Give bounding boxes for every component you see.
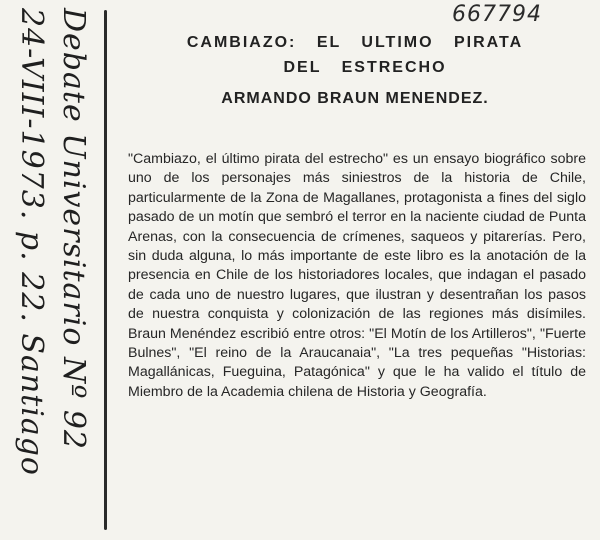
catalog-number: 667794	[452, 2, 542, 27]
article-body: "Cambiazo, el último pirata del estrecho" es un ensayo biográfico sobre uno de los personajes más siniestros de la historia de Chile, particularmente de la Zona de Magallanes, protagonista a fines del siglo pasado de un motín que sembró el terror en la naciente ciudad de Punta Arenas, con la consecuencia de crímenes, saqueos y pitarerías. Pero, sin duda alguna, lo más importante de este libro es la anotación de la presencia en Chile de los historiadores locales, que indagan el pasado de cada uno de nuestro lugares, que ilustran y desentrañan los pasos de nuestra conquista y colonización de las regiones más disímiles. Braun Menéndez escribió entre otros: "El Motín de los Artilleros", "Fuerte Bulnes", "El reino de la Araucanaia", "La tres pequeñas "Historias: Magallánicas, Fueguina, Patagónica" y que le ha valido el título de Miembro de la Academia chilena de Historia y Geografía.	[128, 151, 586, 400]
handwritten-note-line-1: Debate Universitario Nº 92	[56, 8, 91, 451]
article-author: ARMANDO BRAUN MENENDEZ.	[221, 90, 489, 107]
article-title	[120, 30, 590, 80]
column-divider	[104, 10, 107, 530]
handwritten-note-line-2: 24-VIII-1973. p. 22. Santiago	[14, 8, 49, 476]
article-title-line-2: DEL ESTRECHO	[283, 59, 447, 76]
handwritten-source-note	[12, 8, 92, 528]
article-title-line-1: CAMBIAZO: EL ULTIMO PIRATA	[186, 34, 524, 51]
